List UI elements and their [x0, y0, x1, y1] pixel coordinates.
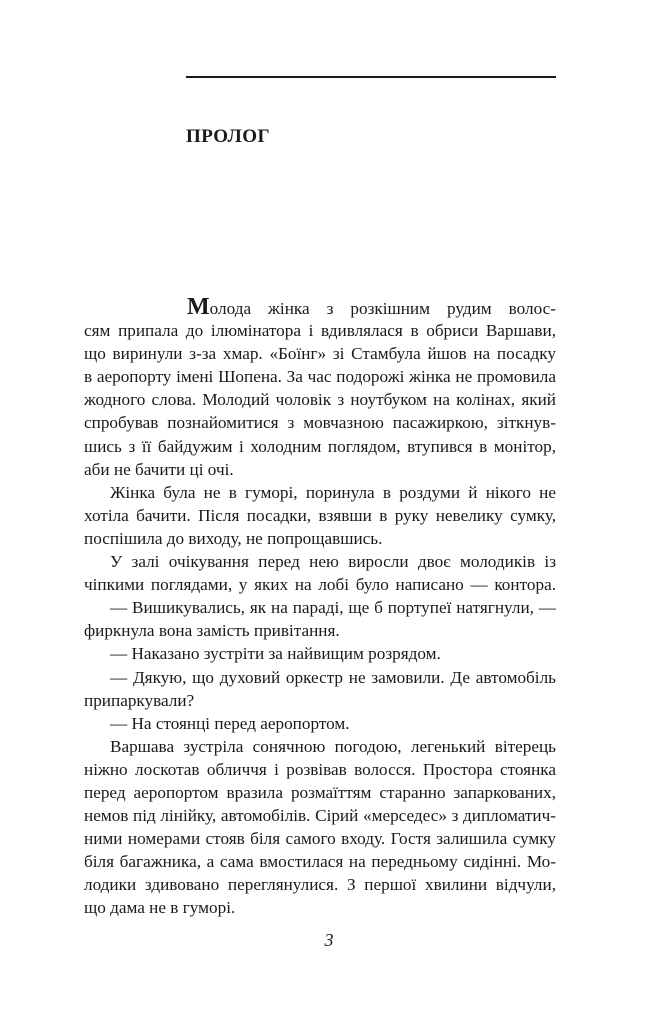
text-line: — Дякую, що духовий оркестр не замовили. Де автомобіль — [110, 667, 556, 687]
text-line: біля багажника, а сама вмостилася на передньому сидінні. Мо- — [84, 852, 556, 872]
text-line: — На стоянці перед аеропортом. — [110, 713, 350, 733]
text-line: поспішила до виходу, не попрощавшись. — [84, 528, 383, 548]
text-line: лодики здивовано переглянулися. З першої хвилини відчули, — [84, 875, 556, 895]
text-line: Варшава зустріла сонячною погодою, легенький вітерець — [110, 736, 556, 756]
text-line: ними номерами стояв біля самого входу. Гостя залишила сумку — [84, 829, 556, 849]
header-rule — [186, 76, 556, 78]
text-line: У залі очікування перед нею виросли двоє молодиків із — [110, 552, 556, 572]
text-line: що дама не в гуморі. — [84, 898, 236, 918]
body-text — [84, 296, 556, 920]
text-line: жодного слова. Молодий чоловік з ноутбуком на колінах, який — [84, 390, 556, 410]
text-line: немов під лінійку, автомобілів. Сірий «мерседес» з дипломатич- — [84, 806, 556, 826]
text-line: що виринули з-за хмар. «Боїнг» зі Стамбула йшов на посадку — [84, 344, 556, 364]
text-line: чіпкими поглядами, у яких на лобі було написано — контора. — [84, 575, 556, 595]
text-line: ніжно лоскотав обличчя і розвівав волосся. Простора стоянка — [84, 759, 556, 779]
text-line: спробував познайомитися з мовчазною пасажиркою, зіткнув- — [84, 413, 556, 433]
paragraph-lines — [84, 481, 556, 920]
text-line: припаркували? — [84, 690, 195, 710]
text-line: Жінка була не в гуморі, поринула в роздуми й нікого не — [110, 482, 556, 502]
text-line: шись з її байдужим і холодним поглядом, втупився в монітор, — [84, 436, 556, 456]
text-line: сям припала до ілюмінатора і вдивлялася в обриси Варшави, — [84, 321, 556, 341]
text-line: перед аеропортом вразила розмаїттям старанно запаркованих, — [84, 782, 556, 802]
first-line — [84, 296, 556, 319]
first-line-rest: олода жінка з розкішним рудим волос- — [209, 299, 556, 318]
text-line: — Вишикувались, як на параді, ще б портупеї натягнули, — — [110, 598, 556, 618]
text-line: аби не бачити ці очі. — [84, 459, 234, 479]
text-line: хотіла бачити. Після посадки, взявши в руку невелику сумку, — [84, 505, 556, 525]
drop-cap: М — [187, 294, 210, 320]
text-line: фиркнула вона замість привітання. — [84, 621, 340, 641]
text-line: в аеропорту імені Шопена. За час подорожі жінка не промовила — [84, 367, 556, 387]
chapter-title: ПРОЛОГ — [186, 126, 271, 147]
text-line: — Наказано зустріти за найвищим розрядом. — [110, 644, 441, 664]
page-number: 3 — [324, 930, 334, 950]
